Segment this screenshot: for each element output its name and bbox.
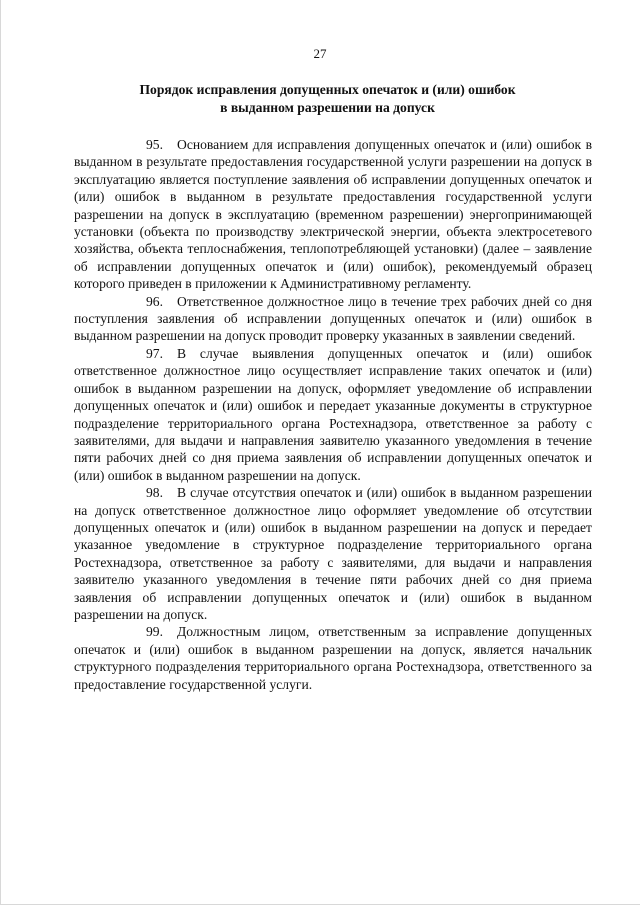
paragraph-number: 99. (146, 624, 163, 640)
heading-line-2: в выданном разрешении на допуск (220, 100, 435, 115)
paragraph-95 (74, 136, 592, 293)
paragraph-text: В случае выявления допущенных опечаток и (или) ошибок ответственное должностное лицо осуществляет исправление таких опечаток и (или) ошибок в выданном разрешении на допуск, оформляет уведомление об исправлении допущенных опечаток и (или) ошибок и передает указанные документы в структурное подразделение территориального органа Ростехнадзора, ответственное за работу с заявителями, для выдачи и направления заявителю указанного уведомления в течение пяти рабочих дней со дня приема заявления об исправлении допущенных опечаток и (или) ошибок в выданном разрешении на допуск. (74, 345, 592, 483)
paragraph-97 (74, 345, 592, 484)
paragraph-number: 97. (146, 345, 163, 361)
paragraph-99 (74, 623, 592, 693)
paragraph-number: 95. (146, 137, 163, 152)
heading-line-1: Порядок исправления допущенных опечаток и (или) ошибок (139, 82, 516, 97)
page-number: 27 (313, 46, 327, 61)
paragraph-text: В случае отсутствия опечаток и (или) ошибок в выданном разрешении на допуск ответственное должностное лицо оформляет уведомление об отсутствии допущенных опечаток и (или) ошибок в выданном разрешении на допуск и передает указанное уведомление в структурное подразделение территориального органа Ростехнадзора, ответственное за работу с заявителями, для выдачи и направления заявителю указанного уведомления в течение пяти рабочих дней со дня приема заявления об исправлении допущенных опечаток и (или) ошибок в выданном разрешении на допуск. (74, 485, 592, 622)
paragraph-number: 96. (146, 293, 163, 309)
paragraph-96 (74, 293, 592, 345)
paragraph-text: Должностным лицом, ответственным за исправление допущенных опечаток и (или) ошибок в выданном разрешении на допуск, является начальник структурного подразделения территориального органа Ростехнадзора, ответственного за предоставление государственной услуги. (74, 624, 592, 692)
section-heading (70, 81, 585, 117)
document-body (74, 136, 592, 693)
paragraph-number: 98. (146, 485, 163, 501)
paragraph-text: Ответственное должностное лицо в течение трех рабочих дней со дня поступления заявления об исправлении допущенных опечаток и (или) ошибок в выданном разрешении на допуск проводит проверку указанных в заявлении сведений. (74, 293, 592, 344)
paragraph-text: Основанием для исправления допущенных опечаток и (или) ошибок в выданном в результате предоставления государственной услуги разрешении на допуск в эксплуатацию является поступление заявления об исправлении допущенных опечаток и (или) ошибок в выданном в результате предоставления государственной услуги разрешении на допуск в эксплуатацию (временном разрешении) энергопринимающей установки (объекта по производству электрической энергии, объекта электросетевого хозяйства, объекта теплоснабжения, теплопотребляющей установки) (далее – заявление об исправлении допущенных опечаток и (или) ошибок), рекомендуемый образец которого приведен в приложении к Административному регламенту. (74, 137, 592, 292)
paragraph-98 (74, 484, 592, 623)
